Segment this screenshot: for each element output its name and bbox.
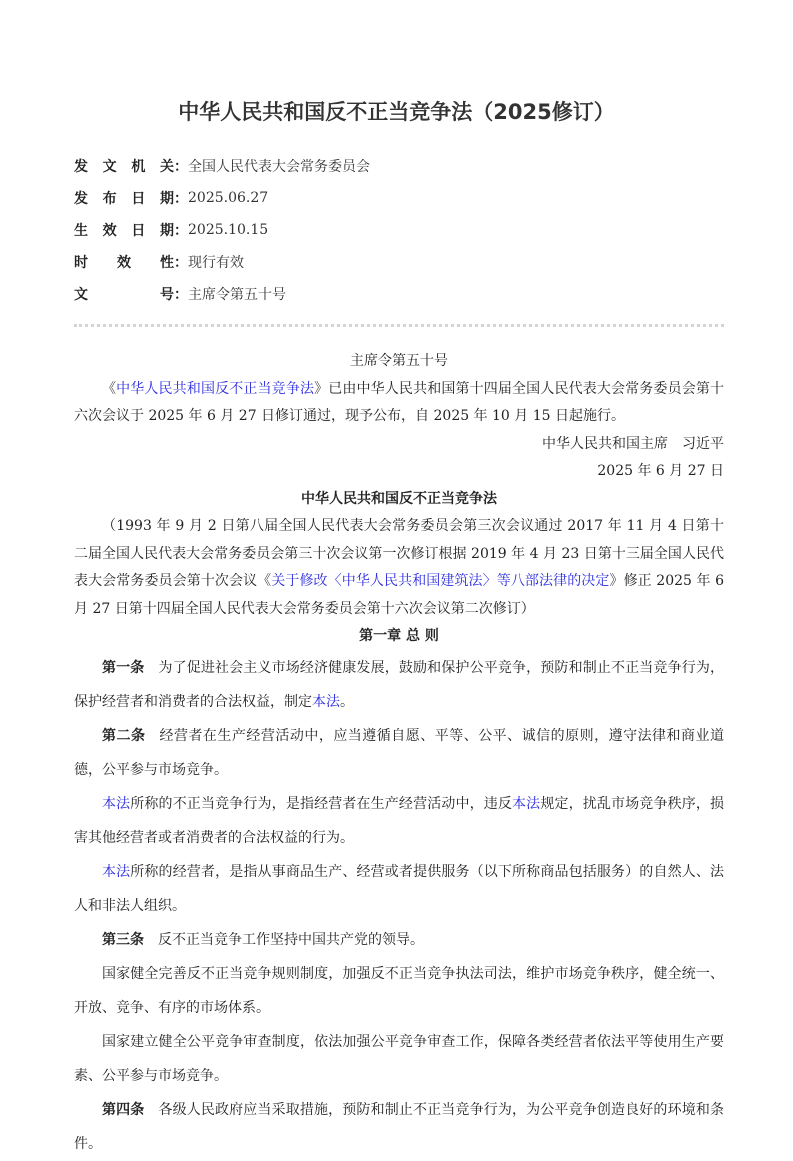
meta-publish-date bbox=[74, 182, 370, 214]
document-body bbox=[74, 348, 724, 1161]
text: 》修正 2025 年 6 月 27 日第十四届全国人民代表大会常务委员会第十六次会议第二次修订） bbox=[74, 573, 725, 617]
meta-effective-date bbox=[74, 214, 370, 246]
label-char: 日 bbox=[131, 191, 146, 207]
label-char: 日 bbox=[131, 223, 146, 239]
label-char: 期 bbox=[159, 191, 174, 207]
label-char: 号 bbox=[160, 287, 174, 303]
label-char: 性 bbox=[160, 255, 174, 271]
meta-validity bbox=[74, 246, 370, 278]
order-signer: 中华人民共和国主席 习近平 bbox=[542, 435, 724, 452]
meta-issuing-authority bbox=[74, 150, 370, 182]
order-number: 主席令第五十号 bbox=[350, 353, 448, 369]
chapter-heading: 第一章 总 则 bbox=[359, 628, 439, 644]
colon: ： bbox=[174, 223, 188, 239]
article-label: 第三条 bbox=[102, 931, 144, 948]
meta-value: 2025.10.15 bbox=[188, 222, 269, 238]
order-date: 2025 年 6 月 27 日 bbox=[597, 463, 724, 479]
article-3-paragraph-2: 国家健全完善反不正当竞争规则制度，加强反不正当竞争执法司法，维护市场竞争秩序，健全统一、开放、竞争、有序的市场体系。 bbox=[74, 965, 724, 1016]
bracket: 《 bbox=[102, 380, 117, 397]
this-law-link[interactable]: 本法 bbox=[102, 863, 131, 880]
text: 反不正当竞争工作坚持中国共产党的领导。 bbox=[158, 931, 424, 948]
article-2-paragraph-2 bbox=[74, 787, 724, 855]
meta-label bbox=[74, 156, 174, 176]
label-char: 布 bbox=[102, 191, 117, 207]
law-title: 中华人民共和国反不正当竞争法 bbox=[301, 490, 497, 507]
this-law-link[interactable]: 本法 bbox=[102, 795, 131, 812]
meta-label bbox=[74, 252, 174, 272]
label-char: 文 bbox=[102, 159, 117, 175]
label-char: 期 bbox=[159, 223, 174, 239]
document-metadata bbox=[74, 150, 370, 310]
document-title: 中华人民共和国反不正当竞争法（2025修订） bbox=[178, 100, 615, 124]
label-char: 发 bbox=[74, 191, 88, 207]
meta-value: 主席令第五十号 bbox=[188, 287, 286, 303]
text: 》已由中华人民共和国第十四届全国人民代表大会常务委员会第十六次会议于 2025 年 6 月 27 日修订通过，现予公布，自 2025 年 10 月 15 日起施行。 bbox=[74, 380, 724, 424]
article-3 bbox=[74, 923, 724, 957]
order-paragraph bbox=[74, 376, 724, 431]
meta-label bbox=[74, 220, 174, 240]
meta-value: 2025.06.27 bbox=[188, 190, 269, 206]
text: （1993 年 9 月 2 日第八届全国人民代表大会常务委员会第三次会议通过 2017 年 11 月 4 日第十二届全国人民代表大会常务委员会第三十次会议第一次修订根据 2019 年 4 月 23 日第十三届全国人民代表大会常务委员会第十次会议《 bbox=[74, 518, 724, 589]
meta-value: 全国人民代表大会常务委员会 bbox=[188, 159, 370, 175]
meta-value: 现行有效 bbox=[188, 255, 244, 271]
text: 为了促进社会主义市场经济健康发展，鼓励和保护公平竞争，预防和制止不正当竞争行为，保护经营者和消费者的合法权益，制定 bbox=[74, 659, 725, 710]
revision-note bbox=[74, 513, 724, 623]
article-label: 第四条 bbox=[102, 1101, 145, 1118]
law-link[interactable]: 中华人民共和国反不正当竞争法 bbox=[116, 380, 315, 397]
label-char: 效 bbox=[102, 223, 117, 239]
article-2 bbox=[74, 719, 724, 787]
text: 所称的经营者，是指从事商品生产、经营或者提供服务（以下所称商品包括服务）的自然人、法人和非法人组织。 bbox=[74, 863, 724, 914]
label-char: 文 bbox=[74, 287, 88, 303]
meta-label bbox=[74, 188, 174, 208]
meta-label bbox=[74, 284, 174, 304]
article-1 bbox=[74, 651, 724, 719]
colon: ： bbox=[174, 159, 188, 175]
text: 。 bbox=[340, 693, 354, 710]
article-4 bbox=[74, 1093, 724, 1161]
text: 各级人民政府应当采取措施，预防和制止不正当竞争行为，为公平竞争创造良好的环境和条件。 bbox=[74, 1101, 725, 1152]
label-char: 时 bbox=[74, 255, 88, 271]
label-char: 发 bbox=[74, 159, 88, 175]
label-char: 机 bbox=[131, 159, 146, 175]
this-law-link[interactable]: 本法 bbox=[512, 795, 541, 812]
colon: ： bbox=[174, 287, 188, 303]
label-char: 效 bbox=[117, 255, 131, 271]
text: 经营者在生产经营活动中，应当遵循自愿、平等、公平、诚信的原则，遵守法律和商业道德，公平参与市场竞争。 bbox=[74, 727, 725, 778]
article-label: 第二条 bbox=[102, 727, 146, 744]
article-3-paragraph-3: 国家建立健全公平竞争审查制度，依法加强公平竞争审查工作，保障各类经营者依法平等使用生产要素、公平参与市场竞争。 bbox=[74, 1033, 724, 1084]
text: 规定，扰乱市场竞争秩序，损害其他经营者或者消费者的合法权益的行为。 bbox=[74, 795, 725, 846]
article-2-paragraph-3 bbox=[74, 855, 724, 923]
colon: ： bbox=[174, 255, 188, 271]
this-law-link[interactable]: 本法 bbox=[312, 693, 340, 710]
meta-document-number bbox=[74, 278, 370, 310]
article-label: 第一条 bbox=[102, 659, 145, 676]
text: 所称的不正当竞争行为，是指经营者在生产经营活动中，违反 bbox=[130, 795, 513, 812]
colon: ： bbox=[174, 191, 188, 207]
label-char: 生 bbox=[74, 223, 88, 239]
decision-link[interactable]: 关于修改〈中华人民共和国建筑法〉等八部法律的决定 bbox=[271, 573, 610, 589]
dotted-divider bbox=[74, 324, 724, 327]
label-char: 关 bbox=[159, 159, 174, 175]
